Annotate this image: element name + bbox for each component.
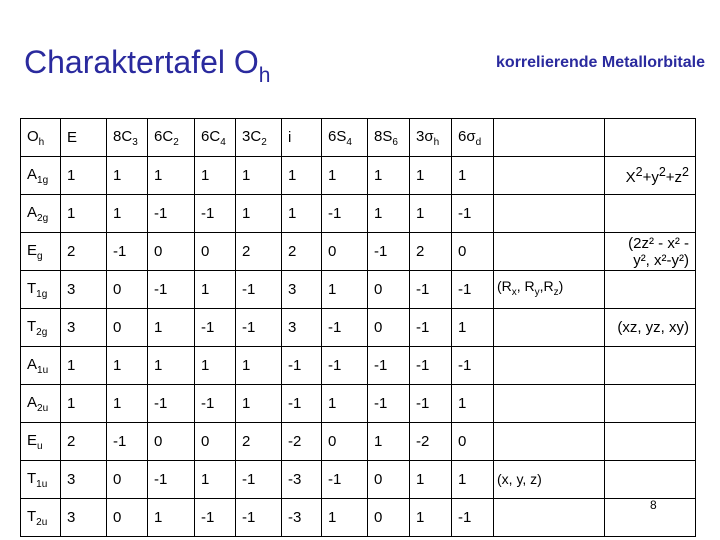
basis-cell-2	[605, 233, 696, 271]
character-value: 3	[61, 271, 107, 309]
character-value: 0	[322, 233, 368, 271]
basis-subscript: z	[553, 286, 559, 298]
character-value: 1	[236, 385, 282, 423]
table-row	[21, 233, 696, 271]
character-value: -1	[368, 347, 410, 385]
character-value: 0	[322, 423, 368, 461]
character-value: -1	[107, 233, 148, 271]
character-value: -1	[410, 309, 452, 347]
character-value: 2	[410, 233, 452, 271]
character-value: 0	[368, 499, 410, 537]
irrep-symbol: A	[27, 165, 38, 183]
character-value: 2	[61, 423, 107, 461]
irrep-subscript: 2g	[37, 212, 49, 224]
basis-cell-2	[605, 157, 696, 195]
character-value: 1	[410, 499, 452, 537]
header-row	[21, 119, 696, 157]
character-value: 2	[236, 233, 282, 271]
character-value: 1	[236, 195, 282, 233]
character-value: 0	[107, 499, 148, 537]
character-value: 1	[410, 157, 452, 195]
character-value: -1	[322, 347, 368, 385]
basis-superscript: 2	[682, 165, 689, 179]
character-value: -1	[452, 499, 494, 537]
character-value: 0	[107, 461, 148, 499]
basis-cell: (x, y, z)	[494, 461, 605, 499]
character-value: -1	[368, 233, 410, 271]
character-value: -1	[148, 461, 195, 499]
irrep-label	[21, 347, 61, 385]
character-value: 0	[148, 233, 195, 271]
character-value: -1	[148, 271, 195, 309]
header-subscript: 3	[132, 136, 138, 148]
character-value: 1	[452, 461, 494, 499]
table-row	[21, 347, 696, 385]
character-value: 1	[410, 461, 452, 499]
header-label: 8S	[374, 127, 393, 145]
header-subscript: 2	[261, 136, 267, 148]
header-label: 6C	[201, 127, 221, 145]
basis-text: (2z² - x² -	[628, 234, 689, 252]
character-value: -1	[236, 271, 282, 309]
irrep-symbol: T	[27, 317, 37, 335]
character-value: 1	[148, 309, 195, 347]
character-value: -1	[148, 385, 195, 423]
irrep-subscript: u	[37, 440, 43, 452]
character-value: -3	[282, 499, 322, 537]
header-cell	[107, 119, 148, 157]
header-label: O	[27, 127, 39, 145]
character-value: 1	[195, 347, 236, 385]
character-value: 1	[107, 157, 148, 195]
header-subscript: 6	[392, 136, 398, 148]
header-label: 8C	[113, 127, 133, 145]
irrep-subscript: 1u	[37, 364, 49, 376]
character-value: -1	[322, 195, 368, 233]
basis-cell	[494, 195, 605, 233]
header-subscript: h	[38, 136, 45, 148]
title-text: Charaktertafel O	[24, 44, 259, 80]
character-value: -1	[195, 195, 236, 233]
header-cell	[368, 119, 410, 157]
character-value: -3	[282, 461, 322, 499]
basis-cell	[494, 347, 605, 385]
basis-cell-2	[605, 461, 696, 499]
character-value: -1	[236, 499, 282, 537]
irrep-symbol: T	[27, 279, 37, 297]
basis-cell	[494, 385, 605, 423]
character-value: -1	[195, 499, 236, 537]
character-value: 3	[61, 461, 107, 499]
irrep-symbol: A	[27, 393, 38, 411]
character-table	[20, 118, 696, 537]
irrep-symbol: A	[27, 355, 38, 373]
header-subscript: h	[433, 136, 440, 148]
character-value: -1	[452, 347, 494, 385]
irrep-subscript: 1g	[36, 288, 48, 300]
character-value: -1	[368, 385, 410, 423]
page-title	[24, 44, 271, 87]
header-label: 6σ	[458, 127, 476, 145]
basis-cell-2	[605, 195, 696, 233]
irrep-subscript: 1g	[37, 174, 49, 186]
character-value: 1	[61, 385, 107, 423]
character-value: 3	[282, 271, 322, 309]
character-value: 1	[322, 157, 368, 195]
character-value: 0	[368, 309, 410, 347]
character-value: 0	[452, 233, 494, 271]
character-value: 0	[107, 271, 148, 309]
character-value: 3	[61, 309, 107, 347]
header-cell	[148, 119, 195, 157]
character-value: 1	[107, 347, 148, 385]
basis-cell-2	[605, 347, 696, 385]
character-value: 1	[368, 157, 410, 195]
character-value: -1	[148, 195, 195, 233]
basis-text: , R	[516, 278, 535, 295]
basis-cell-2	[605, 271, 696, 309]
title-subscript: h	[258, 64, 271, 87]
character-value: 2	[236, 423, 282, 461]
character-value: 1	[410, 195, 452, 233]
header-cell	[322, 119, 368, 157]
character-value: 1	[195, 461, 236, 499]
irrep-subscript: 2u	[37, 402, 49, 414]
character-value: 1	[452, 309, 494, 347]
header-label: 3σ	[416, 127, 434, 145]
character-value: -1	[195, 309, 236, 347]
header-cell	[21, 119, 61, 157]
header-label: 6C	[154, 127, 174, 145]
header-cell	[195, 119, 236, 157]
basis-cell	[494, 271, 605, 309]
header-subscript: 2	[173, 136, 179, 148]
basis-cell	[494, 157, 605, 195]
character-value: -1	[282, 347, 322, 385]
character-value: 1	[195, 271, 236, 309]
irrep-label	[21, 499, 61, 537]
basis-subscript: y	[534, 286, 540, 298]
header-cell	[61, 119, 107, 157]
character-value: 1	[452, 385, 494, 423]
basis-cell	[494, 423, 605, 461]
character-value: 1	[282, 157, 322, 195]
irrep-label	[21, 233, 61, 271]
table-row	[21, 385, 696, 423]
header-subscript: 4	[220, 136, 226, 148]
irrep-label	[21, 271, 61, 309]
irrep-label	[21, 195, 61, 233]
irrep-symbol: E	[27, 431, 38, 449]
character-value: 1	[236, 347, 282, 385]
character-value: -1	[452, 271, 494, 309]
character-value: 1	[61, 157, 107, 195]
irrep-label	[21, 461, 61, 499]
table-row	[21, 157, 696, 195]
basis-cell-2	[605, 423, 696, 461]
basis-cell-2: (xz, yz, xy)	[605, 309, 696, 347]
basis-text: X	[625, 169, 636, 186]
irrep-subscript: 2g	[36, 326, 48, 338]
character-value: -1	[236, 461, 282, 499]
header-label: 6S	[328, 127, 347, 145]
character-value: -1	[195, 385, 236, 423]
character-value: 2	[282, 233, 322, 271]
character-value: 1	[322, 271, 368, 309]
irrep-subscript: 1u	[36, 478, 48, 490]
basis-cell	[494, 309, 605, 347]
basis-cell	[494, 499, 605, 537]
basis-cell	[494, 233, 605, 271]
character-value: 1	[236, 157, 282, 195]
character-value: 1	[282, 195, 322, 233]
character-value: 0	[107, 309, 148, 347]
basis-text: (R	[497, 278, 512, 295]
character-value: -2	[410, 423, 452, 461]
character-value: 1	[148, 347, 195, 385]
basis-text: +y	[642, 169, 659, 186]
irrep-symbol: T	[27, 507, 37, 525]
table-row	[21, 499, 696, 537]
table-row	[21, 309, 696, 347]
character-value: 1	[107, 385, 148, 423]
character-value: 1	[368, 195, 410, 233]
character-value: 0	[368, 461, 410, 499]
irrep-symbol: E	[27, 241, 38, 259]
character-value: -1	[322, 309, 368, 347]
basis-text: )	[558, 278, 564, 295]
header-cell	[410, 119, 452, 157]
character-value: -1	[322, 461, 368, 499]
basis-cell	[494, 119, 605, 157]
character-value: 1	[368, 423, 410, 461]
page-number: 8	[650, 498, 657, 512]
irrep-symbol: T	[27, 469, 37, 487]
character-value: 0	[452, 423, 494, 461]
irrep-subscript: 2u	[36, 516, 48, 528]
header-cell	[452, 119, 494, 157]
character-value: -1	[410, 347, 452, 385]
character-value: 0	[368, 271, 410, 309]
character-value: -2	[282, 423, 322, 461]
character-value: 0	[148, 423, 195, 461]
character-value: 1	[61, 347, 107, 385]
irrep-symbol: A	[27, 203, 38, 221]
character-value: 0	[195, 423, 236, 461]
basis-subscript: x	[511, 286, 517, 298]
subtitle: korrelierende Metallorbitale	[496, 54, 705, 71]
character-value: 2	[61, 233, 107, 271]
table-row	[21, 195, 696, 233]
character-value: 1	[107, 195, 148, 233]
irrep-subscript: g	[37, 250, 43, 262]
header-label: 3C	[242, 127, 262, 145]
basis-text: y², x²-y²)	[633, 251, 689, 269]
basis-cell-2	[605, 119, 696, 157]
character-value: -1	[107, 423, 148, 461]
character-value: 1	[322, 385, 368, 423]
character-value: 3	[282, 309, 322, 347]
irrep-label	[21, 309, 61, 347]
header-cell	[282, 119, 322, 157]
character-value: -1	[282, 385, 322, 423]
header-cell	[236, 119, 282, 157]
basis-superscript: 2	[635, 165, 643, 179]
character-value: 1	[148, 499, 195, 537]
header-subscript: d	[475, 136, 482, 148]
character-value: -1	[410, 385, 452, 423]
table-row	[21, 423, 696, 461]
table-row	[21, 461, 696, 499]
character-value: 1	[148, 157, 195, 195]
character-value: 1	[452, 157, 494, 195]
character-value: 1	[322, 499, 368, 537]
table-row	[21, 271, 696, 309]
character-value: 0	[195, 233, 236, 271]
basis-cell-2	[605, 385, 696, 423]
character-value: 1	[61, 195, 107, 233]
header-label: E	[67, 129, 78, 146]
character-value: -1	[236, 309, 282, 347]
basis-superscript: 2	[658, 165, 666, 179]
header-label: i	[288, 129, 292, 146]
irrep-label	[21, 385, 61, 423]
basis-text: ,R	[539, 278, 554, 295]
character-value: -1	[410, 271, 452, 309]
character-value: 3	[61, 499, 107, 537]
irrep-label	[21, 157, 61, 195]
irrep-label	[21, 423, 61, 461]
character-value: 1	[195, 157, 236, 195]
header-subscript: 4	[346, 136, 352, 148]
character-value: -1	[452, 195, 494, 233]
basis-text: +z	[665, 169, 683, 186]
